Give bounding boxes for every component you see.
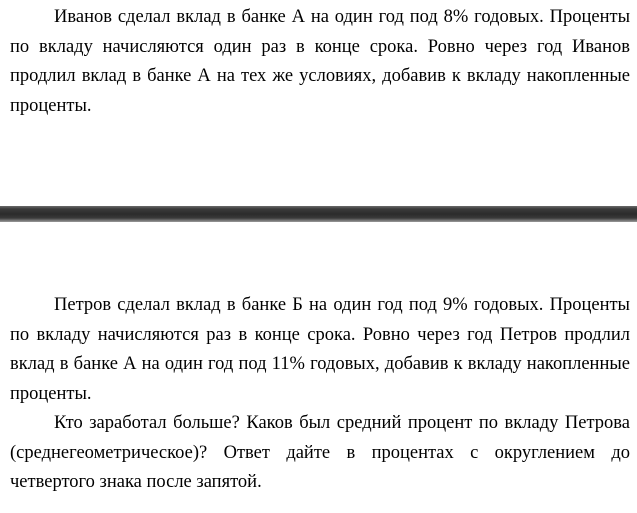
- problem-part-ivanov: [10, 3, 630, 121]
- paragraph-question: Кто заработал больше? Каков был средний процент по вкладу Петрова (среднегеометрическое)? Ответ дайте в процентах с округлением до четвертого знака после запятой.: [10, 413, 630, 492]
- page-separator: [0, 206, 637, 222]
- paragraph-ivanov-deposit: Иванов сделал вклад в банке А на один год под 8% годовых. Проценты по вкладу начисляются один раз в конце срока. Ровно через год Иванов продлил вклад в банке А на тех же условиях, добавив к вкладу накопленные проценты.: [10, 7, 630, 116]
- problem-part-petrov: [10, 291, 630, 498]
- paragraph-petrov-deposit: Петров сделал вклад в банке Б на один год под 9% годовых. Проценты по вкладу начисляются раз в конце срока. Ровно через год Петров продлил вклад в банке А на один год под 11% годовых, добавив к вкладу накопленные проценты.: [10, 295, 630, 404]
